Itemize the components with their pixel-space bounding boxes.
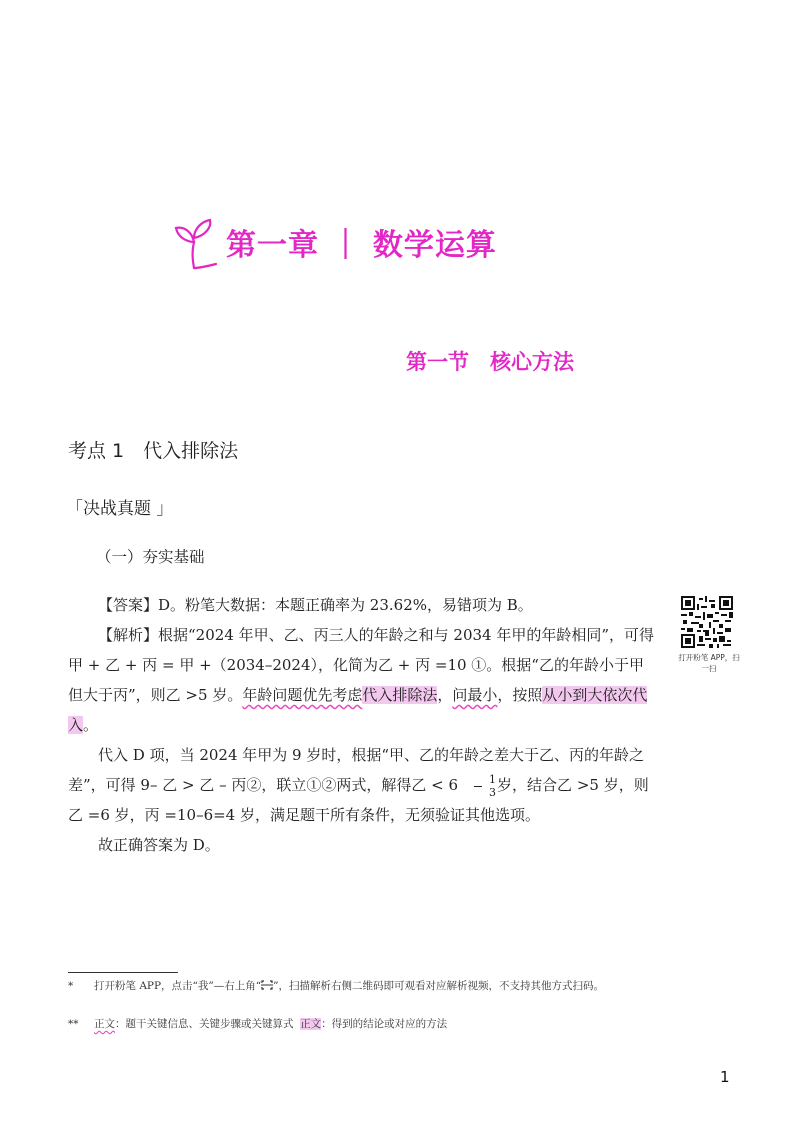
sprout-icon: [170, 214, 222, 270]
qr-code[interactable]: [681, 596, 733, 648]
legend-highlight-sample: 正文: [300, 1018, 322, 1030]
analysis-label: 【解析】: [98, 626, 159, 644]
scan-icon: [261, 980, 273, 990]
fraction: $\frac{1}{3}$: [459, 774, 496, 799]
highlight-method-1: 代入排除法: [362, 686, 438, 704]
topic-title: 考点 1 代入排除法: [68, 440, 239, 462]
bracket-heading: 「决战真题 」: [66, 499, 174, 519]
legend-wavy-sample: 正文: [94, 1018, 115, 1030]
page-number: 1: [720, 1068, 730, 1086]
footnote-divider: [68, 972, 178, 973]
analysis-p1: 根据“2024 年甲、乙、丙三人的年龄之和与 2034 年甲的年龄相同”，可得甲 + 乙 + 丙 = 甲 +（2034–2024），化简为乙 + 丙 =10 ①。根据“乙的年龄小于甲但大于丙”，则乙 >5 岁。: [68, 626, 655, 704]
answer-label: 【答案】: [98, 596, 159, 614]
chapter-header: [170, 212, 497, 272]
answer-text: D。粉笔大数据：本题正确率为 23.62%，易错项为 B。: [158, 596, 533, 614]
analysis-conclusion: 故正确答案为 D。: [98, 836, 220, 854]
wavy-keyinfo-1: 年龄问题优先考虑: [242, 686, 363, 704]
qr-caption: 打开粉笔 APP，扫一扫: [678, 653, 740, 673]
sub-heading: （一）夯实基础: [96, 548, 205, 566]
footnote-2: ** 正文：题干关键信息、关键步骤或关键算式 正文：得到的结论或对应的方法: [68, 1018, 448, 1030]
analysis-p2: 代入 D 项，当 2024 年甲为 9 岁时，根据“甲、乙的年龄之差大于乙、丙的年龄之差”，可得 9– 乙 > 乙 – 丙②，联立①②两式，解得乙 < 6: [68, 746, 645, 794]
answer-block: 【答案】D。粉笔大数据：本题正确率为 23.62%，易错项为 B。 【解析】根据“2024 年甲、乙、丙三人的年龄之和与 2034 年甲的年龄相同”，可得甲 + 乙 + 丙 = 甲 +（2034–2024），化简为乙 + 丙 =10 ①。根据“乙的年龄小于甲但大于丙”，则乙 >5 岁。年龄问题优先考虑代入排除法，问最小，按照从小到大依次代入。 代入 D 项，当 2024 年甲为 9 岁时，根据“甲、乙的年龄之差大于乙、丙的年龄之差”，可得 9– 乙 > 乙 – 丙②，联立①②两式，解得乙 < 6 $\frac{1}{3}$ 岁，结合乙 >5 岁，则乙 =6 岁，丙 =10–6=4 岁，满足题干所有条件，无须验证其他选项。 故正确答案为 D。: [68, 596, 655, 854]
highlight-method-2: 从小到大依次代入: [68, 686, 648, 734]
chapter-title: 第一章 ｜ 数学运算: [226, 228, 497, 263]
footnote-1: * 打开粉笔 APP，点击“我”—右上角“ ”，扫描解析右侧二维码即可观看对应解析视频，不支持其他方式扫码。: [68, 980, 605, 992]
section-title: 第一节 核心方法: [406, 350, 574, 374]
wavy-keyinfo-2: 问最小: [452, 686, 498, 704]
